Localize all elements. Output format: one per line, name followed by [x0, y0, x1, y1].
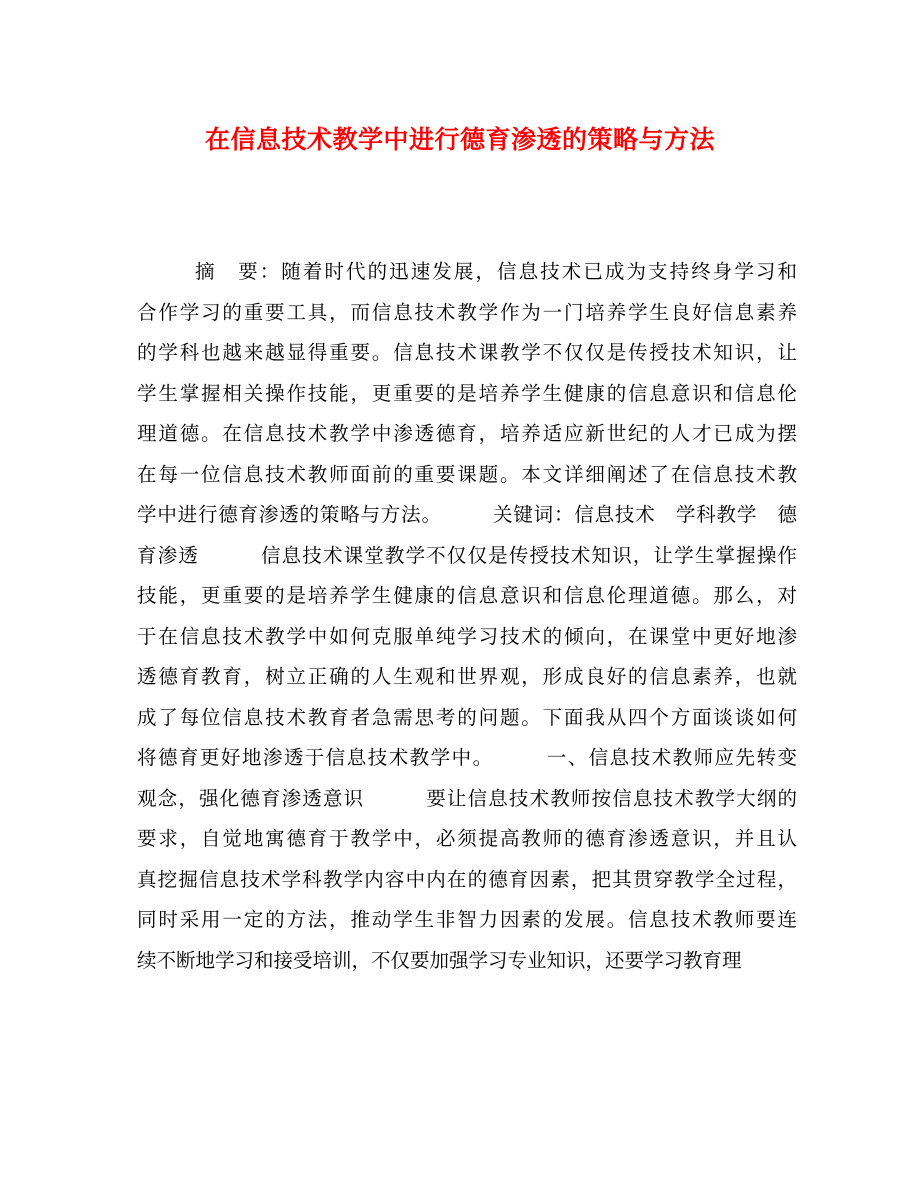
- body-line: 成了每位信息技术教育者急需思考的问题。下面我从四个方面谈谈如何: [137, 705, 797, 729]
- body-line: 技能，更重要的是培养学生健康的信息意识和信息伦理道德。那么，对: [137, 584, 797, 607]
- body-line: 同时采用一定的方法，推动学生非智力因素的发展。信息技术教师要连: [137, 908, 797, 931]
- body-line: 摘 要：随着时代的迅速发展，信息技术已成为支持终身学习和: [195, 260, 797, 283]
- body-line: 理道德。在信息技术教学中渗透德育，培养适应新世纪的人才已成为摆: [137, 422, 797, 445]
- body-line: 在每一位信息技术教师面前的重要课题。本文详细阐述了在信息技术教: [137, 462, 797, 486]
- body-line: 学生掌握相关操作技能，更重要的是培养学生健康的信息意识和信息伦: [137, 381, 797, 405]
- body-line: 透德育教育，树立正确的人生观和世界观，形成良好的信息素养，也就: [137, 665, 797, 688]
- body-line: 要求，自觉地寓德育于教学中，必须提高教师的德育渗透意识，并且认: [137, 827, 797, 850]
- body-line: 观念，强化德育渗透意识 要让信息技术教师按信息技术教学大纲的: [137, 786, 797, 810]
- body-line: 将德育更好地渗透于信息技术教学中。 一、信息技术教师应先转变: [137, 746, 797, 769]
- body-line: 于在信息技术教学中如何克服单纯学习技术的倾向，在课堂中更好地渗: [137, 624, 797, 648]
- body-line: 真挖掘信息技术学科教学内容中内在的德育因素，把其贯穿教学全过程，: [137, 867, 797, 891]
- body-line: 合作学习的重要工具，而信息技术教学作为一门培养学生良好信息素养: [137, 300, 797, 324]
- body-line: 学中进行德育渗透的策略与方法。 关键词：信息技术 学科教学 德: [137, 503, 797, 526]
- document-body: [137, 252, 797, 981]
- body-line: 的学科也越来越显得重要。信息技术课教学不仅仅是传授技术知识，让: [137, 341, 797, 364]
- document-title: 在信息技术教学中进行德育渗透的策略与方法: [204, 125, 715, 154]
- body-line: 续不断地学习和接受培训，不仅要加强学习专业知识，还要学习教育理: [137, 948, 742, 972]
- body-line: 育渗透 信息技术课堂教学不仅仅是传授技术知识，让学生掌握操作: [137, 543, 797, 567]
